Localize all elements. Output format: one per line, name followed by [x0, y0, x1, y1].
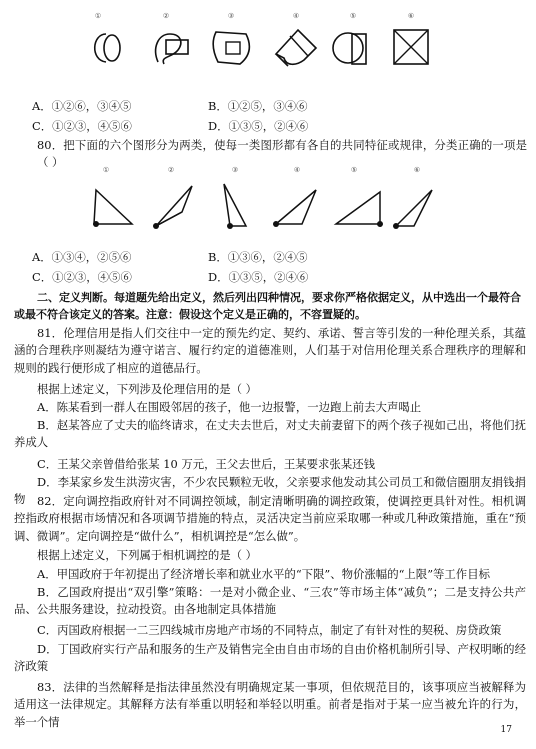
- q82-option-b: B．乙国政府提出“双引擎”策略：一是对小微企业、“三农”等市场主体“减负”；二是支持公共产品、公共服务建设，拉动投资。由各地制定具体措施: [14, 585, 526, 617]
- triangle-figure-3: [216, 180, 256, 232]
- figure-4: [268, 26, 320, 70]
- triangle-figure-5: [332, 188, 384, 228]
- q79-option-b: B．①②⑤，③④⑥: [208, 99, 308, 113]
- q81-option-b: B．赵某答应了丈夫的临终请求，在丈夫去世后，对丈夫前妻留下的两个孩子视如己出，将他们抚养成人: [14, 418, 526, 450]
- figure-label: ④: [293, 166, 301, 174]
- q79-option-c: C．①②③，④⑤⑥: [32, 119, 132, 133]
- figure-label: ④: [292, 12, 300, 20]
- figure-label: ⑥: [413, 166, 421, 174]
- page-number: 17: [500, 725, 512, 735]
- triangle-figure-6: [392, 186, 438, 230]
- q81-question: 根据上述定义，下列涉及伦理信用的是（ ）: [37, 382, 258, 396]
- q82-definition: 82．定向调控指政府针对不同调控领域，制定清晰明确的调控政策，使调控更具针对性。相机调控指政府根据市场情况和各项调节措施的特点，灵活决定当前应采取哪一种或几种政策措施，重在“预调、微调”。定向调控是“做什么”，相机调控是“怎么做”。: [14, 494, 526, 543]
- q82-option-a: A．甲国政府于年初提出了经济增长率和就业水平的“下限”、物价涨幅的“上限”等工作目标: [37, 567, 490, 581]
- q80-option-a: A．①③④，②⑤⑥: [32, 250, 132, 264]
- figure-1: [88, 30, 128, 66]
- figure-label: ③: [227, 12, 235, 20]
- figure-label: ⑤: [350, 166, 358, 174]
- q81-option-a: A．陈某看到一群人在围殴邻居的孩子，他一边报警，一边跑上前去大声喝止: [37, 400, 422, 414]
- q83-definition: 83．法律的当然解释是指法律虽然没有明确规定某一事项，但依规范目的，该事项应当被解释为适用这一法律规定。其解释方法有举重以明轻和举轻以明重。前者是指对于某一应当被允许的行为，举一个情: [14, 680, 526, 729]
- figure-label: ⑤: [349, 12, 357, 20]
- figure-row-top: [0, 0, 536, 80]
- section-heading: 二、定义判断。每道题先给出定义，然后列出四种情况，要求你严格依据定义，从中选出一个最符合: [37, 291, 521, 304]
- figure-3: [210, 28, 256, 68]
- figure-label: ②: [167, 166, 175, 174]
- figure-label: ③: [231, 166, 239, 174]
- q81-definition: 81．伦理信用是指人们交往中一定的预先约定、契约、承诺、誓言等引发的一种伦理关系，其蕴涵的合理秩序则凝结为遵守诺言、履行约定的道德准则，人们基于对信用伦理关系合理秩序的理解和规则的践行便形成了相应的道德品行。: [14, 326, 526, 375]
- section-heading-cont: 或最不符合该定义的答案。注意：假设这个定义是正确的，不容置疑的。: [14, 308, 366, 321]
- q81-option-c: C．王某父亲曾借给张某 10 万元，王父去世后，王某要求张某还钱: [37, 457, 375, 471]
- figure-label: ①: [102, 166, 110, 174]
- q80-option-d: D．①③⑤，②④⑥: [208, 270, 309, 284]
- q79-option-d: D．①③⑤，②④⑥: [208, 119, 309, 133]
- triangle-figure-2: [152, 182, 198, 232]
- figure-6: [390, 26, 434, 70]
- q79-option-a: A．①②⑥，③④⑤: [32, 99, 132, 113]
- figure-row-q80: [0, 160, 536, 240]
- figure-label: ⑥: [407, 12, 415, 20]
- q82-option-c: C．丙国政府根据一二三四线城市房地产市场的不同特点，制定了有针对性的契税、房贷政策: [37, 623, 502, 637]
- q82-option-d: D．丁国政府实行产品和服务的生产及销售完全由自由市场的自由价格机制所引导、产权明晰的经济政策: [14, 642, 526, 674]
- figure-5: [328, 28, 376, 68]
- q82-question: 根据上述定义，下列属于相机调控的是（ ）: [37, 548, 258, 562]
- figure-label: ②: [162, 12, 170, 20]
- q81-option-d: D．李某家乡发生洪涝灾害，不少农民颗粒无收，父亲要求他发动其公司员工和微信圈朋友捐钱捐物: [14, 475, 526, 507]
- q80-stem: 80．把下面的六个图形分为两类，使每一类图形都有各自的共同特征或规律，分类正确的一项是（ ）: [37, 138, 527, 170]
- triangle-figure-1: [88, 184, 138, 228]
- q80-option-b: B．①③⑥，②④⑤: [208, 250, 308, 264]
- q80-option-c: C．①②③，④⑤⑥: [32, 270, 132, 284]
- triangle-figure-4: [272, 186, 322, 230]
- figure-2: [150, 28, 194, 68]
- figure-label: ①: [94, 12, 102, 20]
